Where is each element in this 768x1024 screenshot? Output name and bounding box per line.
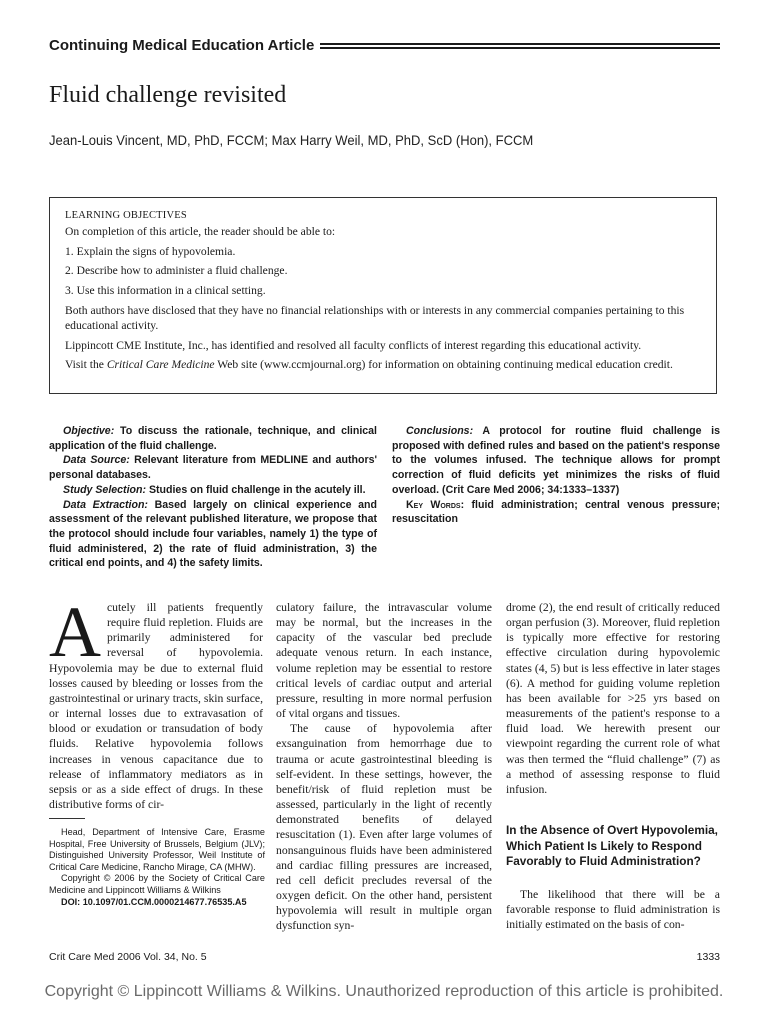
article-title: Fluid challenge revisited bbox=[49, 82, 287, 108]
body-column-3 bbox=[506, 600, 720, 932]
page-number: 1333 bbox=[696, 951, 720, 963]
journal-citation: Crit Care Med 2006 Vol. 34, No. 5 bbox=[49, 951, 207, 963]
cme-visit-note: Visit the Critical Care Medicine Web site (www.ccmjournal.org) for information on obtaining continuing medical education credit. bbox=[65, 358, 673, 372]
abstract-objective: Objective: To discuss the rationale, technique, and clinical application of the fluid challenge. bbox=[49, 425, 377, 452]
learning-objectives-heading: LEARNING OBJECTIVES bbox=[65, 210, 187, 221]
body-paragraph: drome (2), the end result of critically reduced organ perfusion (3). Moreover, fluid repletion is typically more effective for restoring effective circulation during hypovolemic states (4, 5) but is less effective in later stages (6). A method for guiding volume repletion has been available for >25 yrs based on measurements of the patient's response to a fluid load. We herewith present our viewpoint regarding the current role of what was then termed the “fluid challenge” (7) as a method of assessing response to fluid infusion. bbox=[506, 601, 720, 796]
header-rule bbox=[320, 43, 720, 49]
running-header bbox=[49, 34, 720, 56]
body-column-1 bbox=[49, 592, 263, 812]
article-authors: Jean-Louis Vincent, MD, PhD, FCCM; Max Harry Weil, MD, PhD, ScD (Hon), FCCM bbox=[49, 132, 534, 148]
society-copyright: Copyright © 2006 by the Society of Critical Care Medicine and Lippincott Williams & Wilkins bbox=[49, 873, 265, 895]
section-heading: In the Absence of Overt Hypovolemia, Which Patient Is Likely to Respond Favorably to Fluid Administration? bbox=[506, 823, 718, 869]
body-paragraph: The cause of hypovolemia after exsanguination from hemorrhage due to trauma or acute gastrointestinal bleeding is self-evident. In these settings, however, the benefit/risk of fluid repletion must be assessed, particularly in the light of recently demonstrated benefits of delayed resuscitation (1). Even after large volumes of nonsanguinous fluids have been administered and cardiac filling pressures are increased, red cell deficit precludes reversal of the oxygen deficit. On the other hand, persistent hypovolemia will result in multiple organ dysfunction syn- bbox=[276, 722, 492, 933]
drop-cap: A bbox=[49, 592, 101, 672]
learning-objectives-intro: On completion of this article, the reader should be able to: bbox=[65, 224, 336, 238]
objective-item: 3. Use this information in a clinical setting. bbox=[65, 284, 266, 298]
abstract-conclusions: Conclusions: A protocol for routine fluid challenge is proposed with defined rules and based on the patient's response to the volumes infused. The technique allows for prompt correction of fluid deficits yet minimizes the risks of fluid overload. (Crit Care Med 2006; 34:1333–1337) bbox=[392, 425, 720, 496]
journal-name: Critical Care Medicine bbox=[106, 358, 215, 372]
abstract-keywords: Key Words: fluid administration; central venous pressure; resuscitation bbox=[392, 498, 720, 526]
doi: DOI: 10.1097/01.CCM.0000214677.76535.A5 bbox=[61, 896, 247, 907]
body-paragraph: Acutely ill patients frequently require fluid repletion. Fluids are primarily administered for reversal of hypovolemia. Hypovolemia may be due to external fluid losses caused by bleeding or losses from the gastrointestinal or urinary tracts, skin surface, or internal losses due to extravasation of blood or exudation or transudation of body fluids. Relative hypovolemia follows increases in venous capacitance due to release of inflammatory mediators as in sepsis or as a side effect of drugs. In these distributive forms of cir- bbox=[49, 592, 263, 812]
section-label: Continuing Medical Education Article bbox=[49, 36, 315, 54]
abstract-data-source: Data Source: Relevant literature from MEDLINE and authors' personal databases. bbox=[49, 454, 377, 482]
abstract-right-column bbox=[392, 424, 720, 527]
author-footnote bbox=[49, 827, 265, 908]
objective-item: 2. Describe how to administer a fluid challenge. bbox=[65, 264, 288, 278]
body-paragraph: The likelihood that there will be a favorable response to fluid administration is initially estimated on the basis of con- bbox=[506, 887, 720, 931]
objective-item: 1. Explain the signs of hypovolemia. bbox=[65, 244, 236, 258]
footnote-rule bbox=[49, 818, 85, 819]
abstract-study-selection: Study Selection: Studies on fluid challenge in the acutely ill. bbox=[63, 483, 366, 496]
author-affiliation: Head, Department of Intensive Care, Erasme Hospital, Free University of Brussels, Belgium (JLV); Distinguished University Professor, Weil Institute of Critical Care Medicine, Rancho Mirage, CA (MHW). bbox=[49, 827, 265, 872]
body-column-2 bbox=[276, 600, 492, 933]
conflict-statement: Lippincott CME Institute, Inc., has identified and resolved all faculty conflicts of interest regarding this educational activity. bbox=[65, 338, 642, 352]
body-paragraph: culatory failure, the intravascular volume may be normal, but the increases in the capacity of the vascular bed preclude adequate venous return. In each instance, volume repletion may be essential to restore critical levels of cardiac output and arterial pressure, resulting in more normal perfusion of vital organs and tissues. bbox=[276, 601, 492, 721]
learning-objectives-box bbox=[49, 197, 717, 394]
copyright-notice: Copyright © Lippincott Williams & Wilkins. Unauthorized reproduction of this article is prohibited. bbox=[44, 983, 724, 1000]
abstract-data-extraction: Data Extraction: Based largely on clinical experience and assessment of the relevant published literature, we propose that the protocol should include four variables, namely 1) the type of fluid administered, 2) the rate of fluid administration, 3) the critical end points, and 4) the safety limits. bbox=[49, 498, 377, 570]
disclosure-statement: Both authors have disclosed that they have no financial relationships with or interests in any commercial companies pertaining to this educational activity. bbox=[65, 303, 685, 332]
abstract-left-column bbox=[49, 424, 377, 571]
